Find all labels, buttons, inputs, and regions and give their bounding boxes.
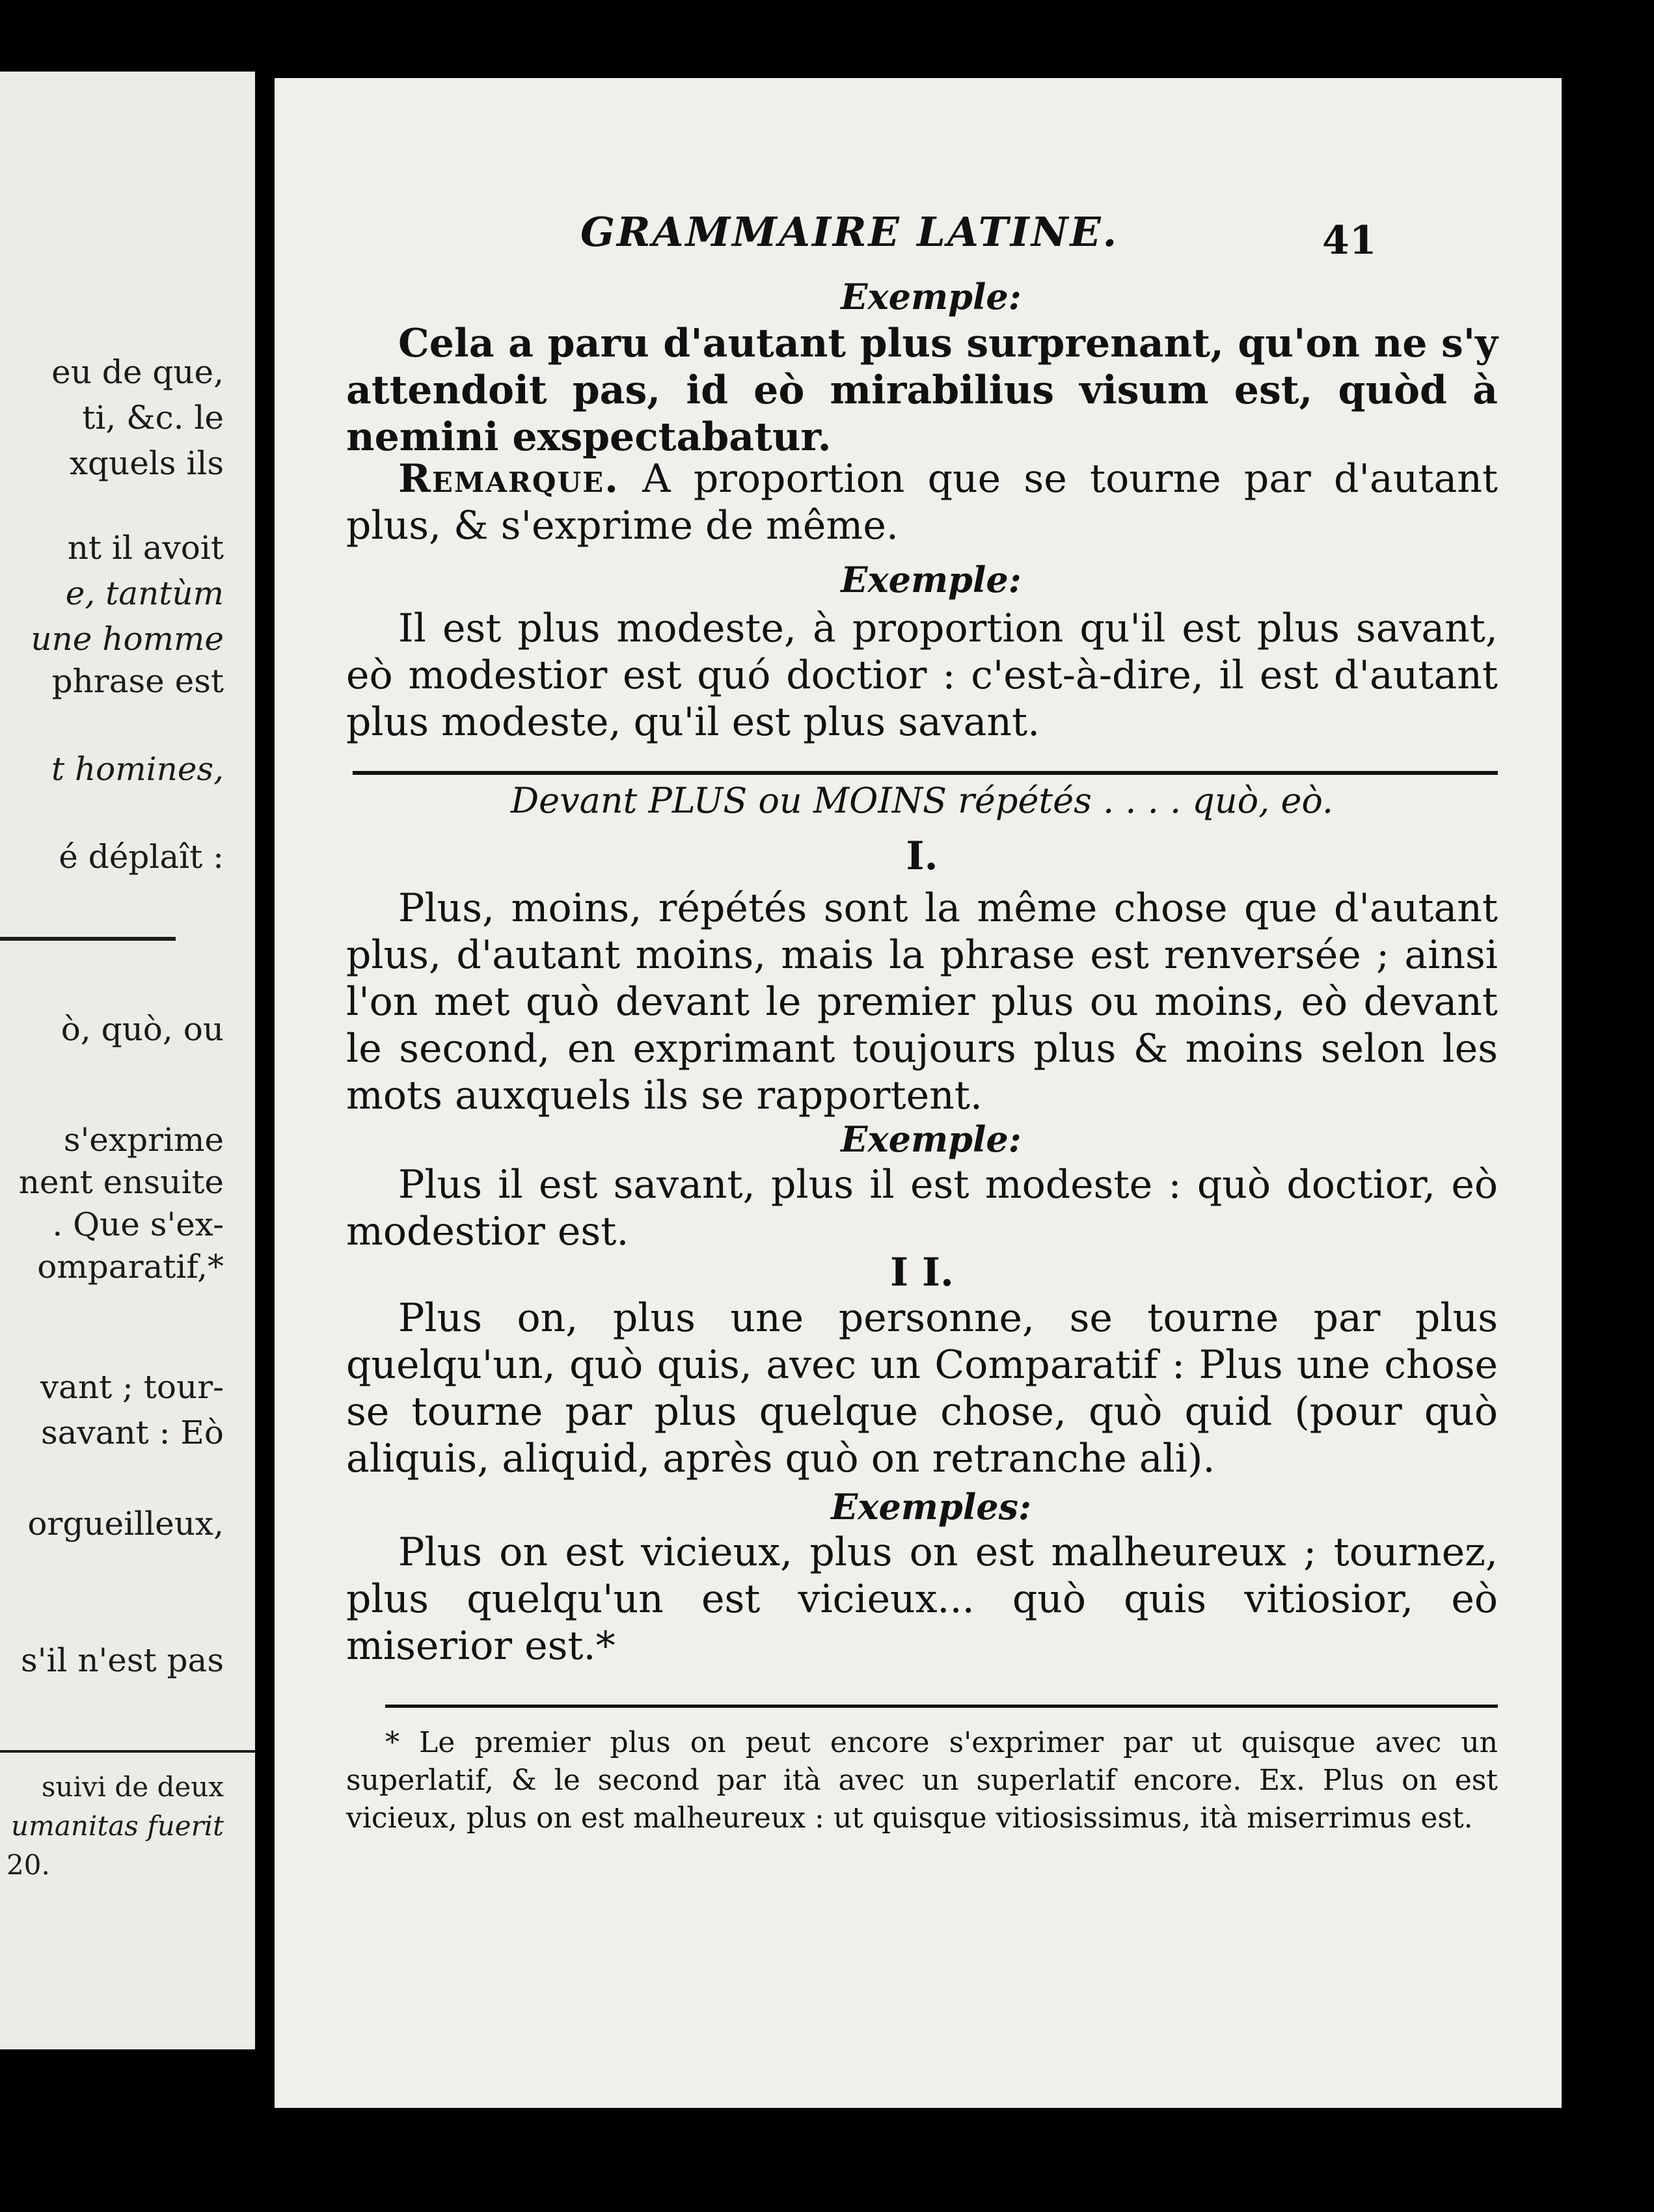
left-rule (0, 1750, 255, 1753)
left-line: . Que s'ex- (52, 1206, 224, 1243)
left-line: t homines, (51, 750, 224, 788)
paragraph: Plus il est savant, plus il est modeste : quò doctior, eò modestior est. (346, 1162, 1498, 1254)
left-line: une homme (31, 620, 224, 658)
paragraph: Cela a paru d'autant plus surprenant, qu'on ne s'y attendoit pas, id eò mirabilius visum est, quòd à nemini exspectabatur. (346, 321, 1498, 460)
numeral: I I. (890, 1250, 954, 1295)
page-number: 41 (1322, 218, 1377, 263)
example-label: Exemple: (841, 276, 1022, 317)
left-line: ò, quò, ou (61, 1010, 224, 1048)
running-head: GRAMMAIRE LATINE. (580, 208, 1119, 256)
remarque (346, 455, 1498, 549)
left-line: eu de que, (51, 353, 224, 391)
left-line: orgueilleux, (27, 1505, 224, 1543)
paragraph: Il est plus modeste, à proportion qu'il est plus savant, eò modestior est quó doctior : c'est-à-dire, il est d'autant plus modeste, qu'il est plus savant. (346, 606, 1498, 745)
left-line: suivi de deux (41, 1771, 224, 1803)
left-page (0, 72, 255, 2049)
left-line: é déplaît : (59, 838, 224, 876)
left-line: e, tantùm (65, 574, 224, 612)
left-line: vant ; tour- (40, 1368, 224, 1406)
paragraph: Plus on est vicieux, plus on est malheureux ; tournez, plus quelqu'un est vicieux... quò quis vitiosior, eò miserior est.* (346, 1530, 1498, 1669)
section-rule (353, 771, 1498, 775)
left-line: ti, &c. le (82, 399, 224, 437)
example-label: Exemple: (841, 1118, 1022, 1160)
left-line: xquels ils (69, 444, 224, 482)
remarque-text: A proportion que se tourne par d'autant plus, & s'exprime de même. (346, 456, 1498, 548)
left-line: s'exprime (63, 1121, 224, 1159)
left-line: phrase est (51, 662, 224, 700)
section-heading: Devant PLUS ou MOINS répétés . . . . quò, eò. (510, 780, 1334, 821)
left-line: savant : Eò (40, 1414, 224, 1451)
left-line: s'il n'est pas (21, 1641, 224, 1679)
remarque-label: Remarque. (398, 456, 619, 502)
left-line: nt il avoit (67, 529, 224, 567)
left-line: nent ensuite (18, 1163, 224, 1201)
book-gutter (255, 0, 275, 2212)
left-line: 20. (7, 1849, 50, 1881)
paragraph: Plus, moins, répétés sont la même chose que d'autant plus, d'autant moins, mais la phrase est renversée ; ainsi l'on met quò devant le premier plus ou moins, eò devant le second, en exprimant toujours plus & moins selon les mots auxquels ils se rapportent. (346, 885, 1498, 1118)
left-rule (0, 937, 176, 941)
left-line: umanitas fuerit (10, 1810, 224, 1842)
footnote: * Le premier plus on peut encore s'exprimer par ut quisque avec un superlatif, & le second par ità avec un superlatif encore. Ex. Plus on est vicieux, plus on est malheureux : ut quisque vitiosissimus, ità miserrimus est. (346, 1726, 1498, 1835)
numeral: I. (906, 833, 938, 879)
example-label: Exemples: (831, 1486, 1031, 1528)
paragraph: Plus on, plus une personne, se tourne par plus quelqu'un, quò quis, avec un Comparatif : Plus une chose se tourne par plus quelque chose, quò quid (pour quò aliquis, aliquid, après quò on retranche ali). (346, 1295, 1498, 1481)
footnote-rule (385, 1705, 1498, 1708)
left-line: omparatif,* (37, 1248, 224, 1286)
right-page (275, 78, 1562, 2108)
example-label: Exemple: (841, 559, 1022, 600)
